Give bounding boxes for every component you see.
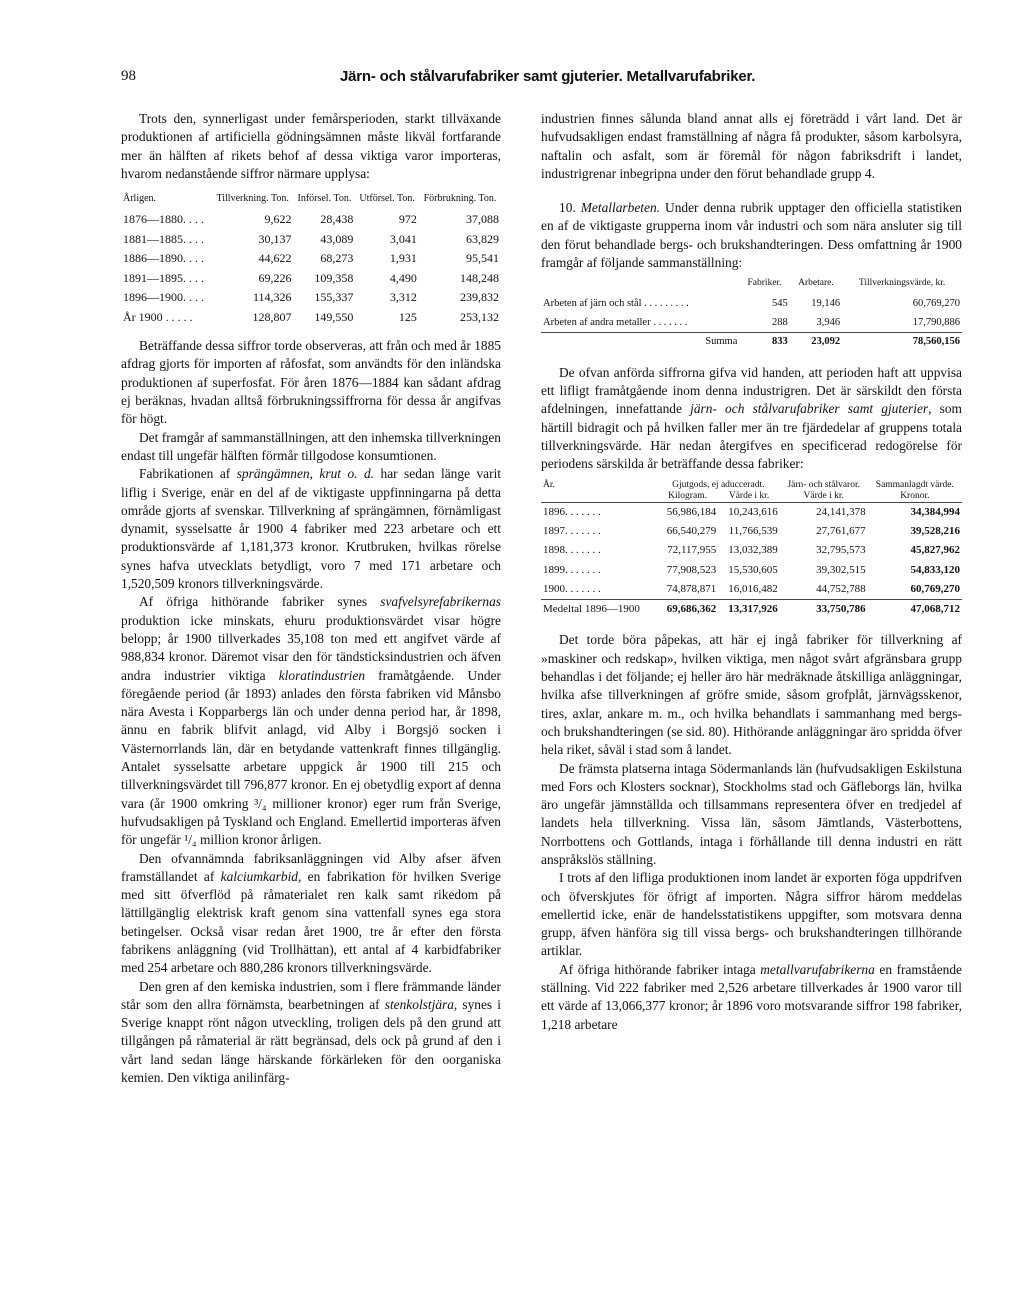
table-cell: 39,528,216 [910, 524, 960, 537]
table-row [121, 269, 501, 289]
table-row [121, 288, 501, 308]
table-header: Tillverkning. Ton. [216, 193, 289, 205]
paragraph: Det torde böra påpekas, att här ej ingå fabriker för tillverkning af »maskiner och redskap», hvilken viktiga, men något svårt afgränsbara grupp behandlas i det följande; ej heller äro här medräknade åtskilliga anläggningar, hvilka afse tillverkningen af gröfre smide, såsom grofplåt, järnvägsskenor, tires, axlar, ankare m. m., och hvilka behandlats i sammanhang med bergs- och brukshandteringen (se sid. 80). Hithörande anläggningar äro spridda öfver hela riket, såväl i stad som å landet. [541, 632, 962, 758]
table-cell: 1898. . . . . . . [543, 544, 601, 557]
table-cell: 37,088 [466, 212, 499, 227]
right-column [541, 110, 962, 1034]
table-cell: 239,832 [460, 290, 499, 305]
metalwork-summary-table [541, 278, 962, 352]
table-cell: 1876—1880. . . . [123, 212, 204, 227]
paragraph [541, 364, 962, 474]
table-cell: 149,550 [314, 309, 354, 324]
text: Af öfriga hithörande fabriker intaga [559, 961, 761, 977]
text: , en fabrikation för hvilken Sverige med sitt öfverflöd på råmaterialet ren kalk samt rikedom på lättillgänglig elektrisk kraft genom sina vattenfall synes ega stora betingelser. Också visar redan året 1900, tre år efter den första fabrikens anläggning (vid Trollhättan), ett antal af 4 karbidfabriker med 254 arbetare och 880,286 kronors tillverkningsvärde. [121, 868, 501, 976]
text: , som härtill bidragit och på hvilken faller mer än tre fjärdedelar af gruppens totala tillverkningsvärde. Här nedan återgifves en specificerad redogörelse för periodens särskilda år beträffande dessa fabriker: [541, 401, 962, 472]
text: De ofvan anförda siffrorna gifva vid handen, att perioden haft att uppvisa ett lifligt framåtgående inom denna industrigren. Det är särskildt den första afdelningen, innefattande [541, 364, 962, 417]
table-cell: Medeltal 1896—1900 [541, 600, 657, 620]
table-subheader: Värde i kr. [803, 490, 844, 501]
table-cell: 11,766,539 [728, 524, 778, 537]
table-cell: 253,132 [460, 309, 499, 324]
table-cell: 95,541 [466, 251, 499, 266]
table-cell: 125 [398, 309, 417, 324]
section-title: Metallarbeten. [580, 200, 660, 216]
table-cell: 1899. . . . . . . [543, 563, 601, 576]
table-cell: 3,946 [816, 316, 841, 328]
text: Under denna rubrik upptager den officiella statistiken en af de viktigaste grupperna inom vår industri och som nära ansluter sig till den förut behandlade bergs- och brukshandteringen. Dess omfattning år 1900 framgår af följande sammanställning: [541, 200, 962, 271]
table-cell: 39,302,515 [816, 563, 866, 576]
page-number: 98 [121, 68, 136, 84]
table-cell: 60,769,270 [910, 582, 960, 595]
table-cell: 155,337 [314, 290, 354, 305]
table-cell: 10,243,616 [728, 505, 778, 518]
table-cell: 27,761,677 [816, 524, 866, 537]
table-cell: 833 [739, 333, 789, 352]
table-header: Tillverkningsvärde, kr. [858, 278, 946, 289]
fertilizer-table [121, 193, 501, 327]
paragraph [121, 978, 501, 1088]
table-cell: 1,931 [389, 251, 417, 266]
table-header: År. [543, 479, 555, 490]
table-cell: 4,490 [389, 270, 417, 285]
table-cell: 44,752,788 [816, 582, 866, 595]
table-cell: 13,032,389 [728, 544, 778, 557]
table-cell: Arbeten af järn och stål . . . . . . . . . [543, 298, 689, 310]
table-header: Arbetare. [798, 278, 834, 289]
mean-row [541, 600, 962, 620]
table-cell: 17,790,886 [912, 316, 960, 328]
table-cell: 288 [771, 316, 788, 328]
paragraph [541, 199, 962, 272]
text: framåtgående. Under föregående period (år 1893) anlades den första fabriken vid Månsbo nära Avesta i Kopparbergs län och under denna period har, år 1898, ännu en fabrik blifvit anlagd, vid Alby i Borgsjö socken i Västernorrlands län, där en betydande vattenkraft finnes tillgänglig. Antalet sysselsatte arbetare uppgick år 1900 till 215 och tillverkningsvärdet till 796,877 kronor. En ej obetydlig export af denna vara (år 1900 omkring ³/₄ millioner kronor) eger rum från Sverige, hufvudsakligen på Tyskland och England. Emellertid importeras äfven för ungefär ¹/₄ million kronor årligen. [121, 667, 501, 848]
table-row [541, 522, 962, 541]
table-cell: 77,908,523 [666, 563, 717, 576]
table-cell: 47,068,712 [868, 600, 962, 620]
table-cell: 3,312 [389, 290, 417, 305]
paragraph: Beträffande dessa siffror torde observeras, att från och med år 1885 afdrag gjorts för importen af råfosfat, som användts för den inländska produktionen af superfosfat. För åren 1876—1884 kan sådant afdrag ej beräknas, hvadan alltså förbrukningssiffrorna för dessa år angifvas för högt. [121, 338, 501, 427]
section-number: 10. [559, 200, 581, 216]
table-cell: 1900. . . . . . . [543, 582, 601, 595]
table-row [121, 210, 501, 230]
table-header: Förbrukning. Ton. [423, 193, 497, 205]
table-cell: 78,560,156 [842, 333, 962, 352]
table-cell: 43,089 [320, 231, 354, 246]
table-cell: 69,226 [258, 270, 292, 285]
paragraph [541, 961, 962, 1034]
table-cell: 74,878,871 [666, 582, 717, 595]
table-row [541, 502, 962, 522]
paragraph [121, 465, 501, 593]
table-cell: 45,827,962 [910, 544, 960, 557]
table-cell: Summa [541, 333, 739, 352]
table-header: Utförsel. Ton. [359, 193, 415, 205]
italic-term: svafvelsyrefabrikernas [380, 594, 501, 610]
text: har sedan länge varit liflig i Sverige, enär en del af de viktigaste uppfinningarna på detta område gjorts af svenskar. Tillverkning af sprängämnen, förnämligast dynamit, sysselsatte år 1900 4 fabriker med 223 arbetare och ett produktionsvärde af 1,181,373 kronor. Krutbruken, hvilkas rörelse synes hafva utvecklats betydligt, voro 7 med 171 arbetare och 1,520,509 kronors tillverkningsvärde. [121, 466, 502, 592]
table-cell: 16,016,482 [728, 582, 778, 595]
iron-steel-yearly-table [541, 480, 962, 620]
table-cell: 32,795,573 [816, 544, 866, 557]
table-cell: 30,137 [258, 231, 292, 246]
table-cell: 54,833,120 [910, 563, 960, 576]
left-column [121, 110, 501, 1087]
table-header: Sammanlagdt värde. [875, 479, 954, 490]
table-cell: 1891—1895. . . . [123, 270, 204, 285]
table-cell: 3,041 [389, 231, 417, 246]
table-cell: 24,141,378 [816, 505, 866, 518]
table-subheader [541, 491, 657, 503]
paragraph: Trots den, synnerligast under femårsperioden, starkt tillväxande produktionen af artificiella gödningsämnen måste likväl fortfarande mer än hälften af rikets behof af dessa viktiga varor importeras, hvarom nedanstående siffror närmare upplysa: [121, 111, 501, 181]
table-row [541, 314, 962, 333]
table-header: Årligen. [123, 193, 157, 205]
table-header [541, 278, 739, 295]
table-row [541, 541, 962, 560]
text: en framstående ställning. Vid 222 fabriker med 2,526 arbetare tillverkades år 1900 varor till ett värde af 13,066,377 kronor; år 1896 voro motsvarande siffror 198 fabriker, 1,218 arbetare [541, 961, 963, 1032]
table-cell: 545 [771, 298, 788, 310]
text: Den gren af den kemiska industrien, som i flere främmande länder står som den allra förnämsta, bearbetningen af [121, 978, 501, 1012]
paragraph [121, 850, 501, 978]
italic-term: stenkolstjära [384, 996, 454, 1012]
table-header: Gjutgods, ej aducceradt. [672, 479, 765, 490]
text: Af öfriga hithörande fabriker synes [139, 594, 381, 610]
table-cell: 972 [398, 212, 417, 227]
italic-term: kalciumkarbid [220, 868, 298, 884]
table-cell: 128,807 [252, 309, 292, 324]
table-row [541, 561, 962, 580]
sum-row [541, 333, 962, 352]
text: produktion icke minskats, ehuru produktionsvärdet visar högre belopp; år 1900 tillverkades 35,108 ton med ett angifvet värde af 988,834 kronor. Däremot visar den för tändsticksindustrien och äfven andra industrier viktiga [121, 612, 501, 683]
table-cell: 34,384,994 [910, 505, 960, 518]
table-cell: 148,248 [460, 270, 499, 285]
paragraph: I trots af den lifliga produktionen inom landet är exporten föga uppdrifven och öfverskjutes för öfrigt af importen. Några siffror härom meddelas emellertid icke, enär de handelsstatistikens uppgifter, som motsvara denna grupp, äfven hänföra sig till vissa bergs- och brukshandteringen tillhörande artiklar. [541, 870, 962, 959]
italic-term: järn- och stålvarufabriker samt gjuterier [690, 401, 929, 417]
paragraph [121, 593, 501, 849]
table-row [541, 580, 962, 600]
table-cell: 1896—1900. . . . [123, 290, 204, 305]
paragraph: De främsta platserna intaga Södermanlands län (hufvudsakligen Eskilstuna med Fors och Klosters socknar), Stockholms stad och Gäfleborgs län, hvilka äro ungefär jämnställda och tillsammans representera öfver en tredjedel af landets hela tillverkning. Vissa län, såsom Jämtlands, Västerbottens, Norrbottens och Gottlands, intaga i förhållande till denna industri en rätt anspråkslös ställning. [541, 760, 962, 867]
table-header: Järn- och stålvaror. [787, 479, 860, 490]
table-cell: 23,092 [790, 333, 842, 352]
table-cell: 68,273 [320, 251, 354, 266]
running-title: Järn- och stålvarufabriker samt gjuterier. Metallvarufabriker. [340, 68, 756, 85]
table-cell: Arbeten af andra metaller . . . . . . . [543, 316, 688, 328]
paragraph: Det framgår af sammanställningen, att den inhemska tillverkningen endast till ungefär hälften förmår tillgodose konsumtionen. [121, 429, 501, 463]
text: , synes i Sverige knappt rönt någon utveckling, troligen dels på den grund att tillgången på råmaterial är rätt begränsad, dels ock på grund af den i vårt land sedan länge härskande förkärleken för den oorganiska kemien. Den viktiga anilinfärg- [121, 996, 501, 1086]
table-cell: 19,146 [811, 298, 841, 310]
table-cell: 44,622 [258, 251, 292, 266]
table-cell: 15,530,605 [728, 563, 778, 576]
table-cell: 109,358 [314, 270, 354, 285]
table-cell: 28,438 [320, 212, 354, 227]
italic-term: kloratindustrien [278, 667, 366, 683]
table-row [541, 295, 962, 314]
paragraph: industrien finnes sålunda bland annat alls ej företrädd i vårt land. Det är hufvudsakligen endast framställning af några få produkter, såsom karbolsyra, naftalin och asfalt, som är föremål för någon fabriksdrift i landet, industrigrenar inbegripna under den förut behandlade grupp 4. [541, 111, 962, 181]
italic-term: metallvarufabrikerna [760, 961, 875, 977]
table-cell: 63,829 [466, 231, 499, 246]
table-row [121, 230, 501, 250]
table-subheader: Värde i kr. [728, 490, 770, 501]
page-header [0, 68, 1024, 92]
table-cell: 33,750,786 [780, 600, 868, 620]
table-cell: År 1900 . . . . . [123, 309, 193, 324]
table-cell: 56,986,184 [666, 505, 717, 518]
text: Fabrikationen af [139, 466, 237, 482]
table-cell: 13,317,926 [718, 600, 779, 620]
table-cell: 72,117,955 [667, 544, 717, 557]
table-cell: 66,540,279 [666, 524, 717, 537]
table-cell: 9,622 [264, 212, 292, 227]
table-row [121, 308, 501, 328]
table-cell: 69,686,362 [657, 600, 718, 620]
table-cell: 1886—1890. . . . [123, 251, 204, 266]
table-subheader: Kronor. [900, 490, 930, 501]
table-cell: 114,326 [252, 290, 292, 305]
italic-term: sprängämnen, krut o. d. [236, 466, 375, 482]
table-cell: 60,769,270 [912, 298, 960, 310]
table-cell: 1897. . . . . . . [543, 524, 601, 537]
table-header: Fabriker. [747, 278, 782, 289]
table-header: Införsel. Ton. [297, 193, 352, 205]
table-cell: 1881—1885. . . . [123, 231, 204, 246]
table-cell: 1896. . . . . . . [543, 505, 601, 518]
table-row [121, 249, 501, 269]
table-subheader: Kilogram. [668, 490, 707, 501]
text: Den ofvannämnda fabriksanläggningen vid Alby afser äfven framställandet af [121, 850, 501, 884]
